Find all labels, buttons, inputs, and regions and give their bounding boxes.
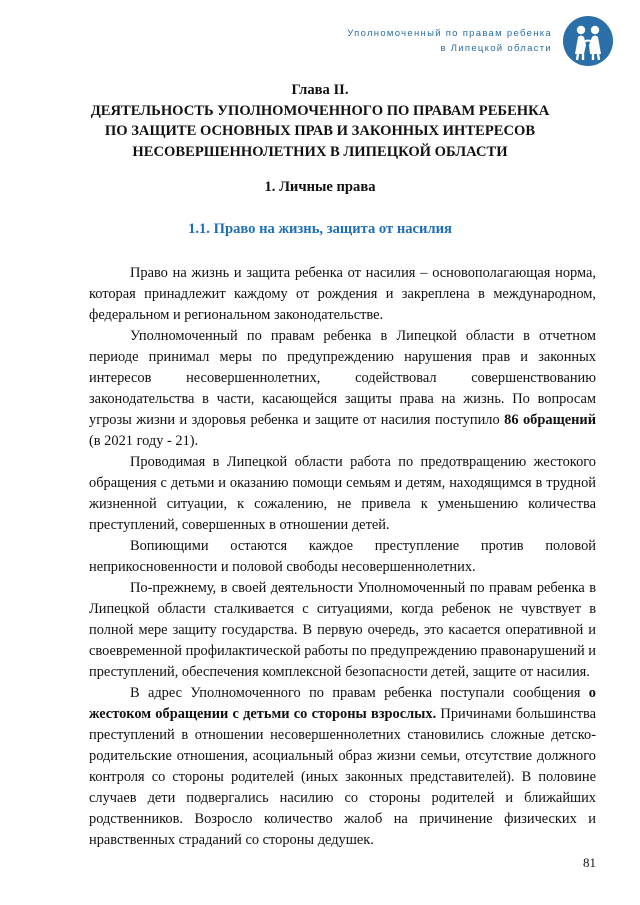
appeals-count: 86 обращений — [504, 412, 596, 428]
paragraph-6-text-start: В адрес Уполномоченного по правам ребенка поступали сообщения — [130, 685, 589, 701]
header-org-name — [347, 26, 552, 56]
body-text — [89, 263, 596, 851]
paragraph-6-emphasis: о жестоком обращении с детьми со стороны взрослых. — [89, 685, 596, 722]
paragraph-5: По-прежнему, в своей деятельности Уполномоченный по правам ребенка в Липецкой области сталкивается с ситуациями, когда ребенок не чувствует в полной мере защиту государства. В первую очередь, это касается оперативной и своевременной профилактической работы по предупреждению правонарушений и преступлений, обеспечения комплексной безопасности детей, защите от насилия. — [89, 580, 596, 680]
paragraph-1: Право на жизнь и защита ребенка от насилия – основополагающая норма, которая принадлежит каждому от рождения и закреплена в международном, федеральном и региональном законодательстве. — [89, 265, 596, 323]
section-title: 1. Личные права — [264, 179, 376, 195]
paragraph-3: Проводимая в Липецкой области работа по предотвращению жестокого обращения с детьми и оказанию помощи семьям и детям, находящимся в трудной жизненной ситуации, к сожалению, не привела к уменьшению количества преступлений, совершенных в отношении детей. — [89, 454, 596, 533]
paragraph-2-text-end: (в 2021 году - 21). — [89, 433, 199, 449]
chapter-title-line-1: ДЕЯТЕЛЬНОСТЬ УПОЛНОМОЧЕННОГО ПО ПРАВАМ РЕБЕНКА — [90, 102, 550, 119]
chapter-title-line-3: НЕСОВЕРШЕННОЛЕТНИХ В ЛИПЕЦКОЙ ОБЛАСТИ — [132, 143, 508, 160]
children-emblem-icon — [562, 15, 614, 67]
header-line-1: Уполномоченный по правам ребенка — [347, 28, 552, 39]
chapter-number: Глава II. — [291, 82, 349, 98]
page-header — [347, 12, 614, 70]
page-number: 81 — [583, 855, 596, 870]
subsection-title: 1.1. Право на жизнь, защита от насилия — [188, 221, 452, 237]
paragraph-6 — [89, 683, 596, 851]
paragraph-2 — [89, 326, 596, 452]
chapter-title-line-2: ПО ЗАЩИТЕ ОСНОВНЫХ ПРАВ И ЗАКОННЫХ ИНТЕРЕСОВ — [104, 123, 536, 139]
header-line-2: в Липецкой области — [440, 43, 552, 54]
chapter-heading — [0, 80, 640, 162]
paragraph-6-text-end: Причинами большинства преступлений в отношении несовершеннолетних становились сложные детско-родительские отношения, асоциальный образ жизни семьи, отсутствие должного контроля со стороны родителей (иных законных представителей). В половине случаев дети подвергались насилию со стороны родителей и ближайших родственников. Возросло количество жалоб на причинение физических и нравственных страданий со стороны дедушек. — [89, 706, 596, 848]
paragraph-4: Вопиющими остаются каждое преступление против половой неприкосновенности и половой свободы несовершеннолетних. — [89, 538, 596, 575]
paragraph-2-text-start: Уполномоченный по правам ребенка в Липецкой области в отчетном периоде принимал меры по предупреждению нарушения прав и законных интересов несовершеннолетних, содействовал совершенствованию законодательства в части, касающейся защиты права на жизнь. По вопросам угрозы жизни и здоровья ребенка и защите от насилия поступило — [89, 328, 596, 428]
